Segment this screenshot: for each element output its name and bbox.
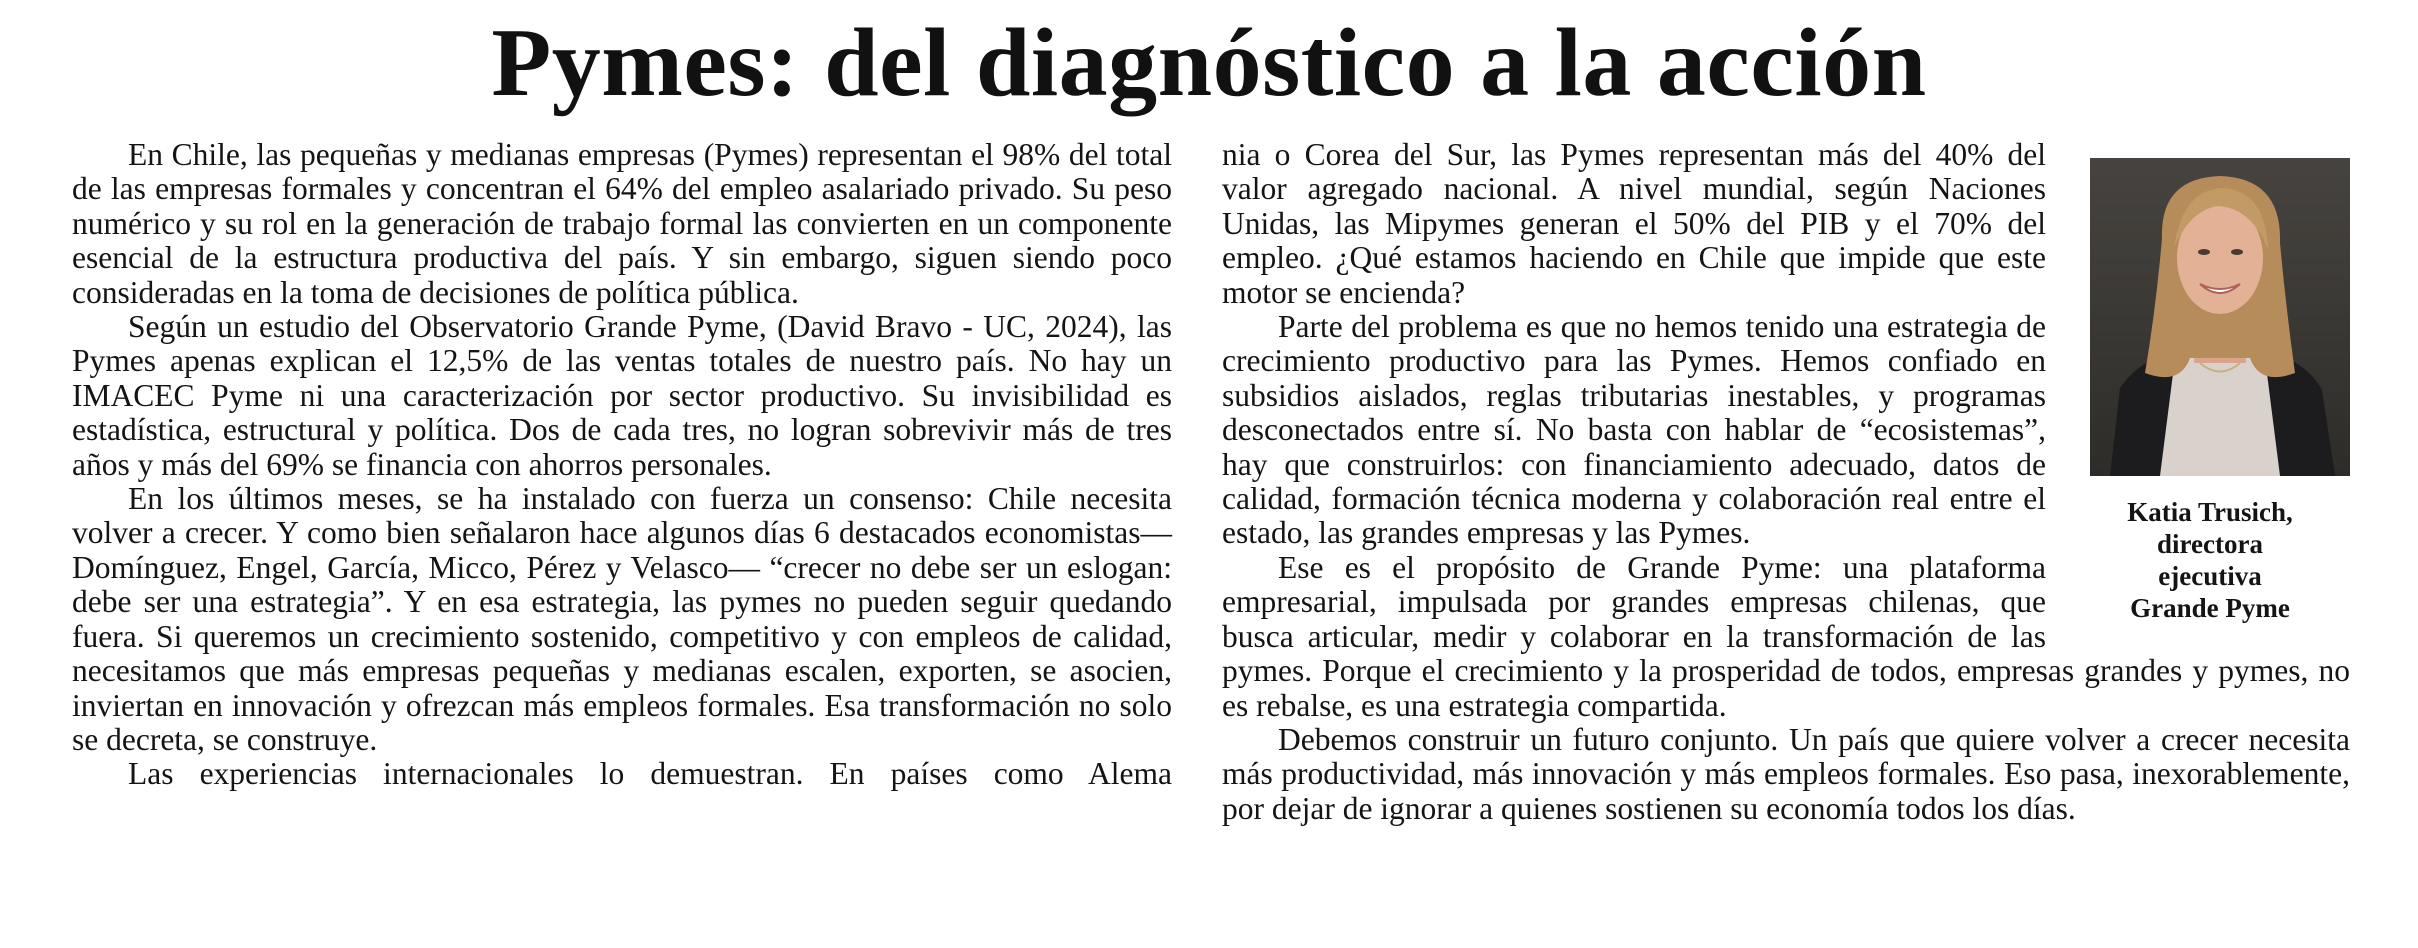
author-photo-block	[2070, 158, 2350, 624]
author-photo	[2090, 158, 2350, 476]
caption-name: Katia Trusich,	[2127, 497, 2293, 527]
paragraph: Según un estudio del Observatorio Grande Pyme, (David Bravo - UC, 2024), las Pymes apenas explican el 12,5% de las ventas totales de nuestro país. No hay un IMACEC Pyme ni una caracterización por sector productivo. Su invisibilidad es estadística, estructural y política. Dos de cada tres, no logran sobrevivir más de tres años y más del 69% se financia con ahorros personales.	[72, 309, 1172, 482]
article-column-left	[72, 138, 1172, 792]
headline: Pymes: del diagnóstico a la acción	[491, 9, 1927, 117]
paragraph: En los últimos meses, se ha instalado con fuerza un consenso: Chile necesita volver a crecer. Y como bien señalaron hace algunos días 6 destacados economistas—Domínguez, Engel, García, Micco, Pérez y Velasco— “crecer no debe ser un eslogan: debe ser una estrategia”. Y en esa estrategia, las pymes no pueden seguir quedando fuera. Si queremos un crecimiento sostenido, competitivo y con empleos de calidad, necesitamos que más empresas pequeñas y medianas escalen, exporten, se asocien, inviertan en innovación y ofrezcan más empleos formales. Esa transformación no solo se decreta, se construye.	[72, 481, 1172, 757]
paragraph: Parte del problema es que no hemos tenido una estrategia de crecimiento productivo para las Pymes. Hemos confiado en subsidios aislados, reglas tributarias inestables, y programas desconectados entre sí. No basta con hablar de “ecosistemas”, hay que construirlos: con financiamiento adecuado, datos de calidad, formación técnica moderna y colaboración real entre el estado, las grandes empresas y las Pymes.	[1222, 309, 2046, 551]
paragraph: Debemos construir un futuro conjunto. Un país que quiere volver a crecer necesita más productividad, más innovación y más empleos formales. Eso pasa, inexorablemente, por dejar de ignorar a quienes sostienen su economía todos los días.	[1222, 721, 2350, 826]
caption-organization: Grande Pyme	[2130, 593, 2290, 623]
paragraph: nia o Corea del Sur, las Pymes representan más del 40% del valor agregado nacional. A nivel mundial, según Naciones Unidas, las Mipymes generan el 50% del PIB y el 70% del empleo. ¿Qué estamos haciendo en Chile que impide que este motor se encienda?	[1222, 137, 2046, 310]
caption-role: directora	[2157, 529, 2263, 559]
paragraph: Ese es el propósito de Grande Pyme: una plataforma empresarial, impulsada por grandes empresas chilenas, que busca articular, medir y colaborar en la transformación de las pymes. Porque el crecimiento y la prosperidad de todos, empresas grandes y pymes, no es rebalse, es una estrategia compartida.	[1222, 549, 2350, 723]
photo-caption	[2070, 496, 2350, 624]
article-column-right	[1222, 138, 2350, 826]
paragraph: En Chile, las pequeñas y medianas empresas (Pymes) representan el 98% del total de las empresas formales y concentran el 64% del empleo asalariado privado. Su peso numérico y su rol en la generación de trabajo formal las convierten en un componente esencial de la estructura productiva del país. Y sin embargo, siguen siendo poco consideradas en la toma de decisiones de política pública.	[72, 137, 1172, 310]
portrait-image	[2090, 158, 2350, 476]
paragraph: Las experiencias internacionales lo demuestran. En países como Alema	[128, 756, 1172, 792]
caption-role: ejecutiva	[2158, 561, 2262, 591]
